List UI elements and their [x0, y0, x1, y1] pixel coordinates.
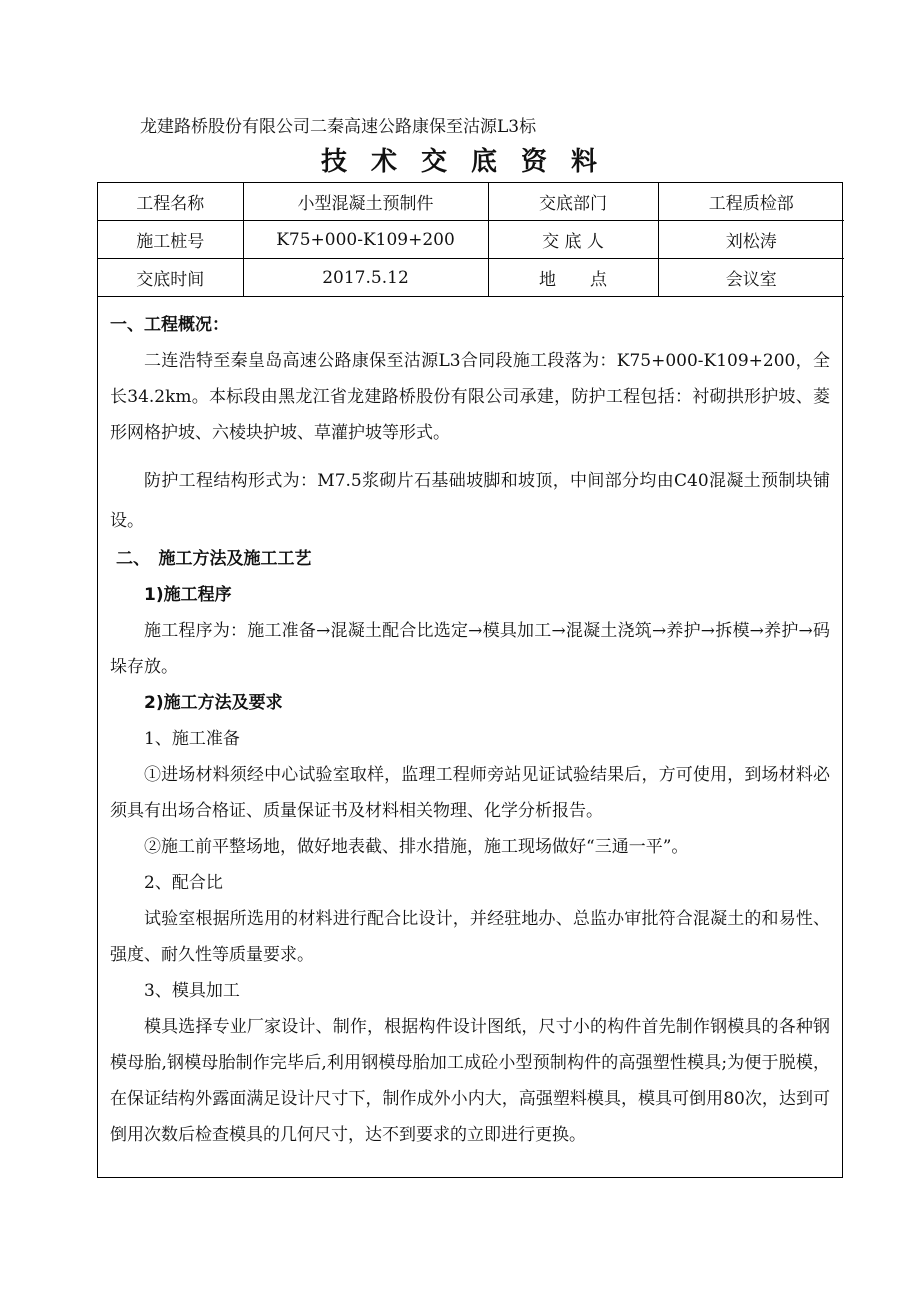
label-presenter: 交 底 人: [488, 221, 658, 259]
preparation-paragraph-2: ②施工前平整场地，做好地表截、排水措施，施工现场做好“三通一平”。: [144, 837, 689, 857]
subheading-procedure: 1)施工程序: [144, 585, 232, 605]
label-location: 地 点: [488, 259, 658, 297]
table-row: [98, 183, 844, 221]
item-title-mold: 3、模具加工: [144, 981, 240, 1001]
value-department: 工程质检部: [658, 183, 844, 221]
section-heading-overview: 一、工程概况：: [110, 315, 229, 335]
label-project-name: 工程名称: [98, 183, 243, 221]
overview-paragraph-2: 防护工程结构形式为：M7.5浆砌片石基础坡脚和坡顶，中间部分均由C40混凝土预制块铺设。: [110, 471, 830, 531]
disclosure-content: [98, 297, 842, 1153]
item-title-mix-ratio: 2、配合比: [144, 873, 223, 893]
value-location: 会议室: [658, 259, 844, 297]
mold-paragraph: 模具选择专业厂家设计、制作，根据构件设计图纸，尺寸小的构件首先制作钢模具的各种钢模母胎,钢模母胎制作完毕后,利用钢模母胎加工成砼小型预制构件的高强塑性模具;为便于脱模，在保证结构外露面满足设计尺寸下，制作成外小内大，高强塑料模具，模具可倒用80次，达到可倒用次数后检查模具的几何尺寸，达不到要求的立即进行更换。: [110, 1017, 830, 1145]
disclosure-sheet: [97, 182, 843, 1178]
overview-paragraph-1: 二连浩特至秦皇岛高速公路康保至沽源L3合同段施工段落为：K75+000-K109+200，全长34.2km。本标段由黑龙江省龙建路桥股份有限公司承建，防护工程包括：衬砌拱形护坡、菱形网格护坡、六棱块护坡、草灌护坡等形式。: [110, 351, 830, 443]
procedure-paragraph: 施工程序为：施工准备→混凝土配合比选定→模具加工→混凝土浇筑→养护→拆模→养护→码垛存放。: [110, 621, 830, 677]
value-presenter: 刘松涛: [658, 221, 844, 259]
mix-ratio-paragraph: 试验室根据所选用的材料进行配合比设计，并经驻地办、总监办审批符合混凝土的和易性、强度、耐久性等质量要求。: [110, 909, 830, 965]
section-heading-methods: 二、 施工方法及施工工艺: [116, 549, 312, 569]
item-title-preparation: 1、施工准备: [144, 729, 240, 749]
value-station: K75+000-K109+200: [243, 221, 488, 259]
table-row: [98, 259, 844, 297]
value-project-name: 小型混凝土预制件: [243, 183, 488, 221]
document-title: 技术交底资料: [320, 147, 621, 177]
value-date: 2017.5.12: [243, 259, 488, 297]
label-department: 交底部门: [488, 183, 658, 221]
company-project-line: 龙建路桥股份有限公司二秦高速公路康保至沽源L3标: [140, 117, 537, 137]
preparation-paragraph-1: ①进场材料须经中心试验室取样，监理工程师旁站见证试验结果后，方可使用，到场材料必须具有出场合格证、质量保证书及材料相关物理、化学分析报告。: [110, 765, 830, 821]
label-date: 交底时间: [98, 259, 243, 297]
subheading-requirements: 2)施工方法及要求: [144, 693, 283, 713]
label-station: 施工桩号: [98, 221, 243, 259]
table-row: [98, 221, 844, 259]
info-table: [98, 183, 844, 297]
